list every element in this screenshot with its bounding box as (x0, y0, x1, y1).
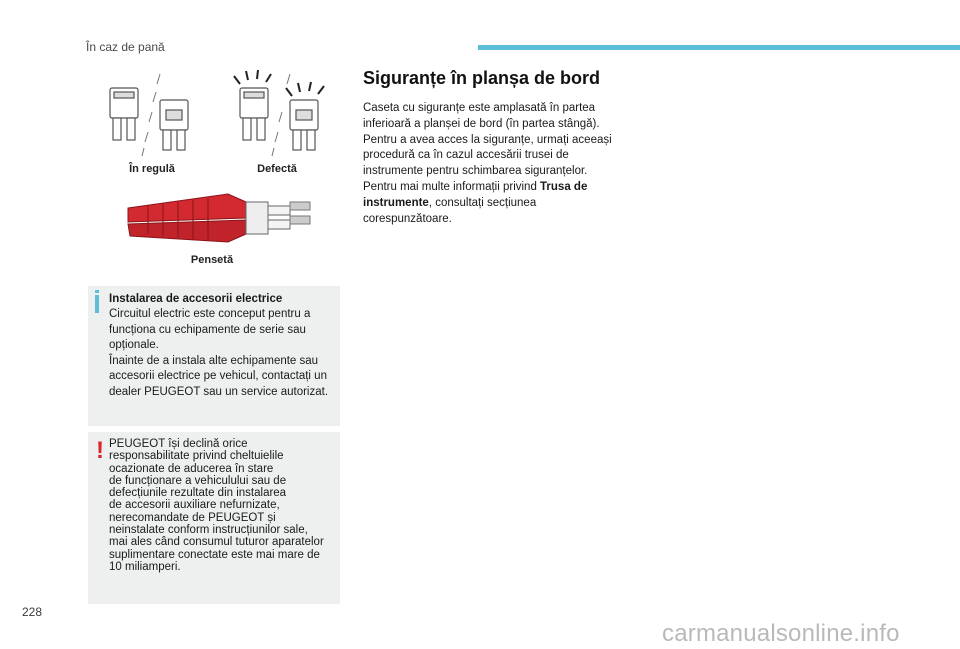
toolkit-reference: Trusa de instrumente (363, 180, 588, 209)
info-body: Circuitul electric este conceput pentru a funcționa cu echipamente de serie sau opționale. Înainte de a instala alte echipamente sau accesorii electrice pe vehicul, contactați un dealer PEUGEOT sau un service autorizat. (109, 308, 329, 398)
page-title: Siguranțe în planșa de bord (363, 68, 601, 88)
fuse-faulty-illustration (230, 70, 330, 158)
warning-box (88, 432, 340, 604)
fuse-ok-label: În regulă (129, 163, 175, 175)
warning-body: PEUGEOT își declină orice responsabilitate privind cheltuielile ocazionate de aducerea în stare de funcționare a vehiculului sau de defecțiunile rezultate din instalarea de accesorii auxiliare nefurnizate, nerecomandate de PEUGEOT și neinstalate conform instrucțiunilor sale, mai ales când consumul tuturor aparatelor suplimentare conectate este mai mare de 10 miliamperi. (109, 438, 324, 573)
header-accent-bar (478, 45, 960, 50)
info-icon (95, 295, 99, 313)
main-body-text (363, 101, 623, 227)
section-title: În caz de pană (86, 40, 165, 54)
tweezers-label: Pensetă (190, 254, 234, 266)
fuse-tweezers-illustration (118, 188, 318, 248)
watermark: carmanualsonline.info (662, 620, 900, 647)
main-body-part2: , consultați secțiunea corespunzătoare. (363, 196, 537, 225)
warning-icon: ! (96, 437, 104, 464)
info-title: Instalarea de accesorii electrice (109, 293, 283, 305)
main-body-part1: Caseta cu siguranțe este amplasată în partea inferioară a planșei de bord (în partea stângă). Pentru a avea acces la siguranțe, urmați aceeași procedură ca în cazul accesării trusei de instrumente pentru schimbarea siguranțelor. Pentru mai multe informații privind (363, 102, 612, 193)
fuse-faulty-label: Defectă (257, 163, 297, 175)
page-number: 228 (22, 605, 43, 619)
info-box (88, 286, 340, 426)
fuse-ok-illustration (100, 70, 200, 158)
